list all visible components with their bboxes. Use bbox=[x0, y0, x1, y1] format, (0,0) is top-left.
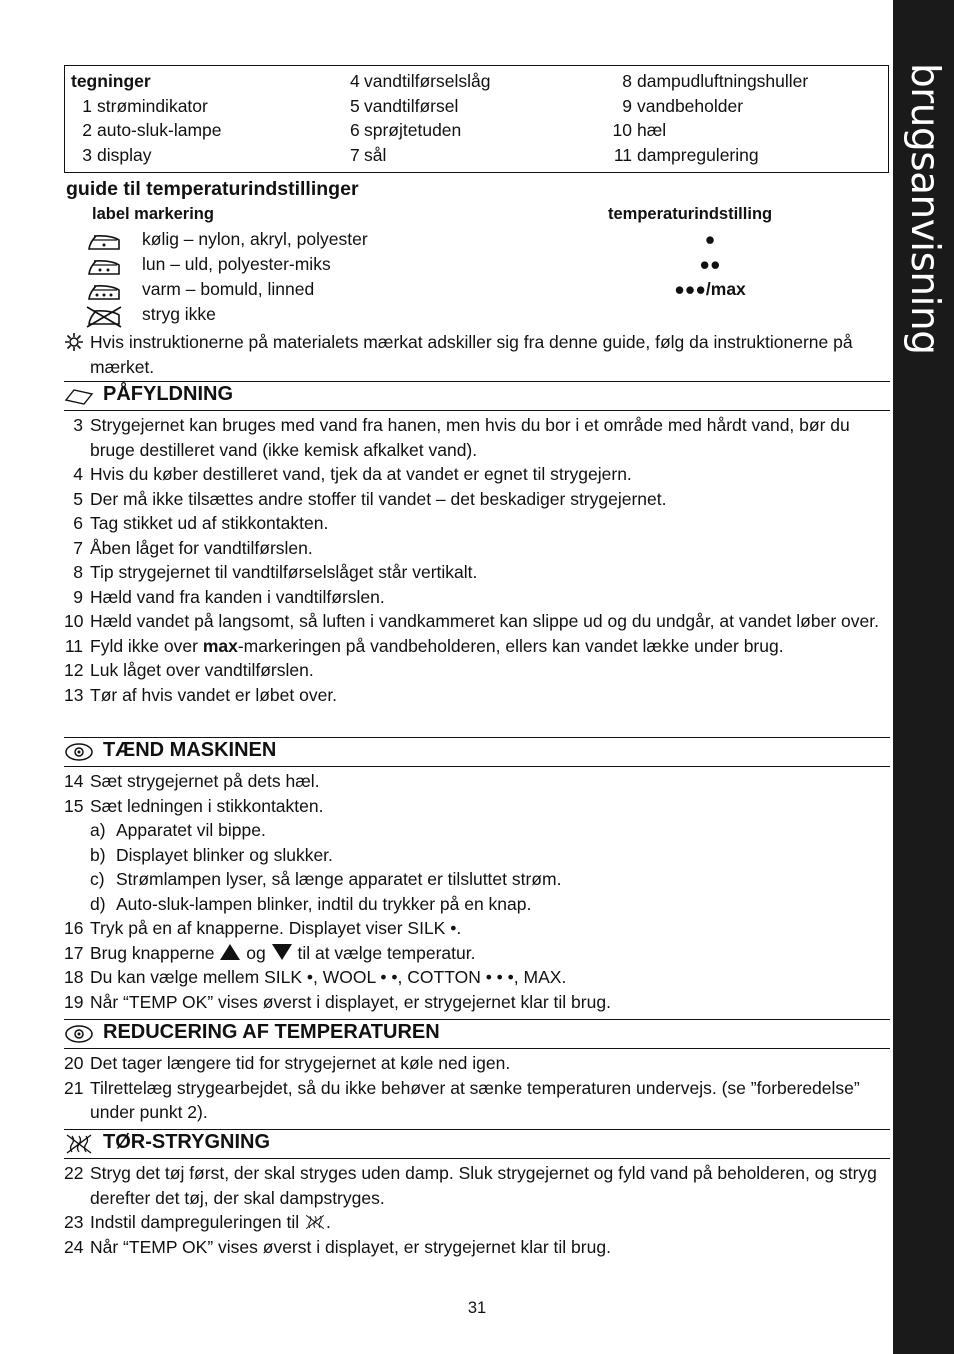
sidebar-title: brugsanvisning bbox=[902, 63, 947, 355]
list-item: 10 Hæld vandet på langsomt, så luften i vandkammeret kan slippe ud og du undgår, at vandet løber over. bbox=[64, 611, 879, 631]
guide-row-text: kølig – nylon, akryl, polyester bbox=[142, 229, 368, 249]
guide-row bbox=[0, 304, 893, 329]
section-title: TØR-STRYGNING bbox=[103, 1131, 271, 1153]
guide-row-dots: ●● bbox=[699, 254, 721, 274]
guide-note-text: Hvis instruktionerne på materialets mærkat adskiller sig fra denne guide, følg da instruktionerne på mærket. bbox=[90, 332, 853, 377]
list-item: 20 Det tager længere tid for strygejernet at køle ned igen. bbox=[64, 1053, 511, 1073]
guide-row bbox=[0, 229, 893, 254]
list-item: 6 Tag stikket ud af stikkontakten. bbox=[73, 513, 329, 533]
parts-item: 11 dampregulering bbox=[613, 144, 759, 165]
section-header-switch-on bbox=[64, 737, 890, 767]
page-number: 31 bbox=[467, 1299, 487, 1317]
guide-header-label: label markering bbox=[92, 205, 214, 223]
list-item: 19 Når “TEMP OK” vises øverst i displayet, er strygejernet klar til brug. bbox=[64, 991, 611, 1012]
arrow-down-icon bbox=[271, 943, 293, 961]
no-steam-icon bbox=[64, 1134, 94, 1154]
section-title: PÅFYLDNING bbox=[103, 383, 233, 405]
guide-row-dots: ●●●/max bbox=[674, 279, 746, 299]
section-header-dry bbox=[64, 1129, 890, 1159]
no-steam-icon bbox=[304, 1213, 326, 1231]
list-subitem: b) Displayet blinker og slukker. bbox=[90, 844, 333, 865]
parts-item: 4 vandtilførselslåg bbox=[350, 71, 491, 91]
list-item: 11 Fyld ikke over max-markeringen på vandbeholderen, ellers kan vandet lække under brug. bbox=[64, 635, 784, 656]
arrow-up-icon bbox=[219, 943, 241, 961]
guide-note bbox=[64, 330, 890, 379]
list-item: 17 Brug knapperne og til at vælge temperatur. bbox=[64, 942, 476, 963]
list-item: 15 Sæt ledningen i stikkontakten. bbox=[64, 795, 324, 816]
parts-column-2 bbox=[350, 69, 490, 167]
parts-list-box bbox=[64, 65, 889, 173]
parts-item: 10 hæl bbox=[612, 120, 667, 140]
parts-item: 5 vandtilførsel bbox=[350, 95, 459, 116]
eye-icon bbox=[64, 742, 94, 762]
filling-list bbox=[64, 413, 890, 707]
parts-item: 2 auto-sluk-lampe bbox=[82, 120, 222, 140]
list-item: 9 Hæld vand fra kanden i vandtilførslen. bbox=[73, 586, 385, 607]
list-item: 16 Tryk på en af knapperne. Displayet viser SILK •. bbox=[64, 918, 462, 938]
section-title: TÆND MASKINEN bbox=[103, 739, 277, 761]
list-item: 7 Åben låget for vandtilførslen. bbox=[73, 537, 313, 558]
parts-item: 9 vandbeholder bbox=[622, 95, 744, 116]
iron-one-dot-icon bbox=[87, 232, 121, 252]
list-subitem: c) Strømlampen lyser, så længe apparatet er tilsluttet strøm. bbox=[90, 869, 562, 889]
list-item: 18 Du kan vælge mellem SILK •, WOOL • •, COTTON • • •, MAX. bbox=[64, 967, 567, 987]
eye-icon bbox=[64, 1024, 94, 1044]
water-fill-icon bbox=[64, 386, 94, 406]
list-item: 14 Sæt strygejernet på dets hæl. bbox=[64, 771, 320, 791]
iron-crossed-icon bbox=[87, 307, 121, 327]
guide-header-temp: temperaturindstilling bbox=[608, 205, 773, 223]
list-item: 4 Hvis du køber destilleret vand, tjek da at vandet er egnet til strygejern. bbox=[73, 464, 632, 484]
parts-item: 7 sål bbox=[350, 144, 387, 165]
section-header-reduce bbox=[64, 1019, 890, 1049]
parts-item: 8 dampudluftningshuller bbox=[622, 71, 809, 91]
parts-item: 6 sprøjtetuden bbox=[350, 120, 462, 140]
iron-two-dots-icon bbox=[87, 257, 121, 277]
guide-row-dots: ● bbox=[704, 229, 716, 249]
guide-title: guide til temperaturindstillinger bbox=[66, 178, 359, 200]
list-item: 21 Tilrettelæg strygearbejdet, så du ikke behøver at sænke temperaturen undervejs. (se ”forberedelse” under punkt 2). bbox=[64, 1077, 860, 1122]
guide-row-text: stryg ikke bbox=[142, 304, 216, 324]
section-header-filling bbox=[64, 381, 890, 411]
iron-three-dots-icon bbox=[87, 282, 121, 302]
parts-item: 3 display bbox=[82, 144, 152, 165]
list-item: 3 Strygejernet kan bruges med vand fra hanen, men hvis du bor i et område med hårdt vand, bør du bruge destilleret vand (ikke kemisk afkalket vand). bbox=[73, 415, 850, 460]
sidebar-tab bbox=[893, 0, 954, 1354]
switch-on-list bbox=[64, 769, 890, 1014]
guide-row-text: lun – uld, polyester-miks bbox=[142, 254, 331, 274]
list-item: 12 Luk låget over vandtilførslen. bbox=[64, 660, 314, 680]
section-title: REDUCERING AF TEMPERATUREN bbox=[103, 1021, 440, 1043]
guide-row bbox=[0, 254, 893, 279]
dry-list bbox=[64, 1161, 890, 1259]
guide-row bbox=[0, 279, 893, 304]
list-item: 8 Tip strygejernet til vandtilførselslåget står vertikalt. bbox=[73, 562, 478, 582]
list-subitem: a) Apparatet vil bippe. bbox=[90, 820, 266, 840]
list-item: 13 Tør af hvis vandet er løbet over. bbox=[64, 684, 338, 705]
guide-row-text: varm – bomuld, linned bbox=[142, 279, 315, 299]
parts-item: 1 strømindikator bbox=[82, 95, 208, 116]
parts-column-1 bbox=[71, 69, 222, 167]
sun-star-icon bbox=[64, 332, 84, 352]
list-subitem: d) Auto-sluk-lampen blinker, indtil du trykker på en knap. bbox=[90, 893, 532, 914]
parts-title: tegninger bbox=[71, 71, 151, 91]
list-item: 5 Der må ikke tilsættes andre stoffer til vandet – det beskadiger strygejernet. bbox=[73, 488, 667, 509]
list-item: 22 Stryg det tøj først, der skal stryges uden damp. Sluk strygejernet og fyld vand på beholderen, og stryg derefter det tøj, der skal dampstryges. bbox=[64, 1163, 877, 1208]
list-item: 23 Indstil dampreguleringen til . bbox=[64, 1212, 331, 1232]
reduce-list bbox=[64, 1051, 890, 1125]
parts-column-3 bbox=[612, 69, 808, 167]
list-item: 24 Når “TEMP OK” vises øverst i displayet, er strygejernet klar til brug. bbox=[64, 1236, 611, 1257]
